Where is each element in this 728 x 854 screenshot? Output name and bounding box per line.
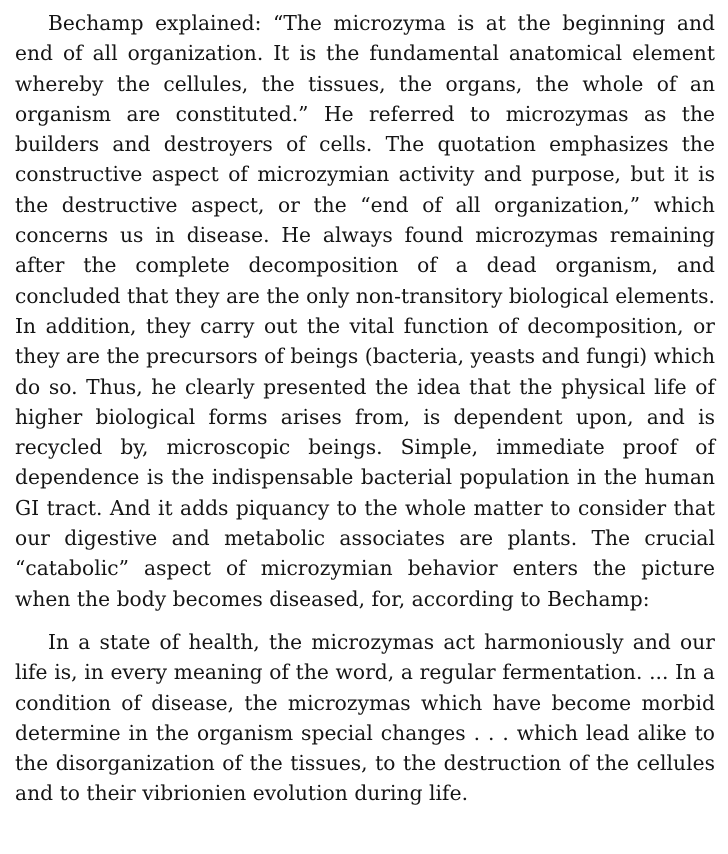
document-page bbox=[15, 8, 715, 809]
block-quote-paragraph: In a state of health, the microzymas act harmoniously and our life is, in every meaning of the word, a regular fermentation. ... In a condition of disease, the microzymas which have become morbid determine in the organism special changes . . . which lead alike to the disorganization of the tissues, to the destruction of the cellules and to their vibrionien evolution during life. bbox=[15, 629, 715, 806]
body-paragraph: Bechamp explained: “The microzyma is at the beginning and end of all organization. It is the fundamental anatomical element whereby the cellules, the tissues, the organs, the whole of an organism are constituted.” He referred to microzymas as the builders and destroyers of cells. The quotation emphasizes the constructive aspect of microzymian activity and purpose, but it is the destructive aspect, or the “end of all organization,” which concerns us in disease. He always found microzymas remaining after the complete decomposition of a dead organism, and concluded that they are the only non-transitory biological elements. In addition, they carry out the vital function of decomposition, or they are the precursors of beings (bacteria, yeasts and fungi) which do so. Thus, he clearly presented the idea that the physical life of higher biological forms arises from, is dependent upon, and is recycled by, microscopic beings. Simple, immediate proof of dependence is the indispensable bacterial population in the human GI tract. And it adds piquancy to the whole matter to consider that our digestive and metabolic associates are plants. The crucial “catabolic” aspect of microzymian behavior enters the picture when the body becomes diseased, for, according to Bechamp: bbox=[15, 11, 715, 611]
